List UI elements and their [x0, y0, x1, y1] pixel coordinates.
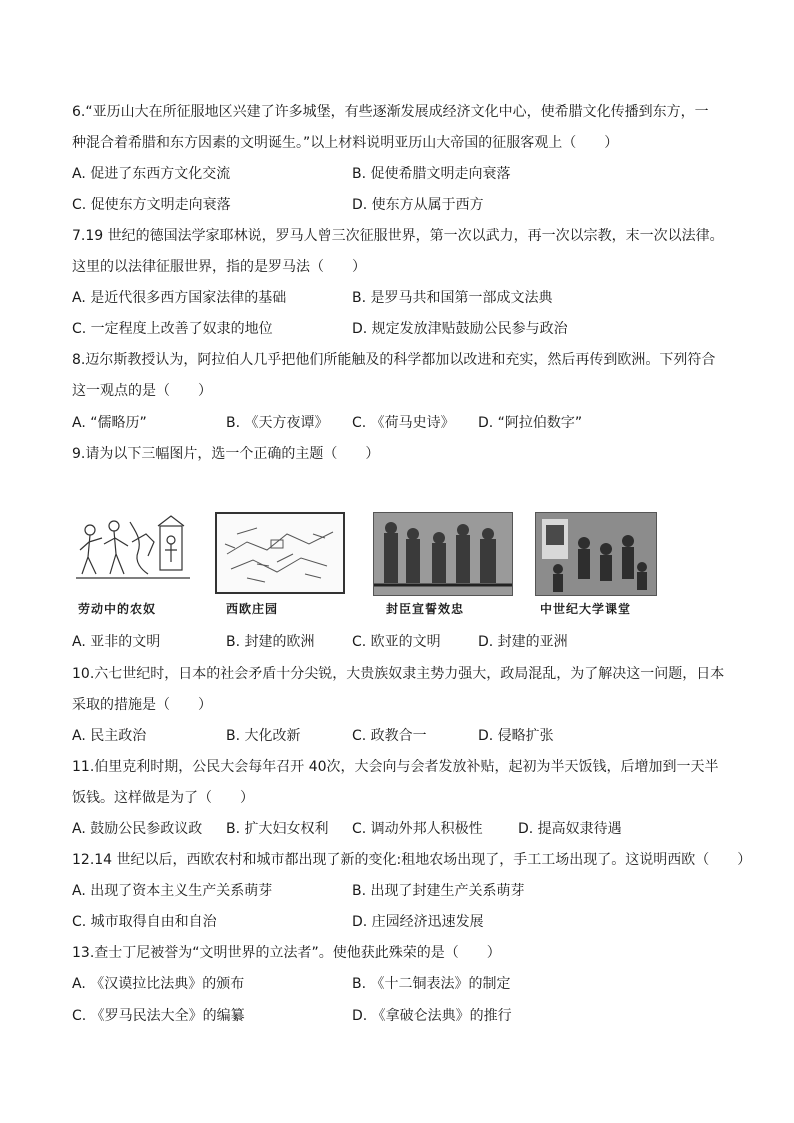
question-8-stem-line-2: 这一观点的是（ ）	[72, 383, 212, 399]
question-8-stem-line-1: 8.迈尔斯教授认为，阿拉伯人几乎把他们所能触及的科学都加以改进和充实，然后再传到欧洲。下列符合	[72, 352, 716, 368]
caption-serfs: 劳动中的农奴	[78, 602, 157, 616]
question-9-stem: 9.请为以下三幅图片，选一个正确的主题（ ）	[72, 446, 380, 462]
question-11-option-d: D. 提高奴隶待遇	[518, 821, 622, 837]
question-7-option-a: A. 是近代很多西方国家法律的基础	[72, 290, 287, 306]
question-8-option-b: B. 《天方夜谭》	[226, 415, 329, 431]
question-8-option-d: D. “阿拉伯数字”	[478, 415, 583, 431]
question-11-option-c: C. 调动外邦人积极性	[352, 821, 483, 837]
question-7-option-b: B. 是罗马共和国第一部成文法典	[352, 290, 553, 306]
question-10-option-a: A. 民主政治	[72, 728, 147, 744]
question-6-stem-line-1: 6.“亚历山大在所征服地区兴建了许多城堡，有些逐渐发展成经济文化中心，使希腊文化传播到东方，一	[72, 104, 709, 120]
question-6-option-d: D. 使东方从属于西方	[352, 197, 484, 213]
question-13-option-c: C. 《罗马民法大全》的编纂	[72, 1008, 245, 1024]
vassal-oath-illustration	[373, 512, 513, 596]
question-13-option-d: D. 《拿破仑法典》的推行	[352, 1008, 512, 1024]
question-12-stem: 12.14 世纪以后，西欧农村和城市都出现了新的变化:租地农场出现了，手工工场出现了。这说明西欧（ ）	[72, 852, 752, 868]
caption-university: 中世纪大学课堂	[540, 602, 632, 616]
question-6-option-a: A. 促进了东西方文化交流	[72, 166, 231, 182]
question-12-option-c: C. 城市取得自由和自治	[72, 914, 217, 930]
question-10-option-d: D. 侵略扩张	[478, 728, 554, 744]
question-11-stem-line-2: 饭钱。这样做是为了（ ）	[72, 790, 254, 806]
question-13-option-b: B. 《十二铜表法》的制定	[352, 976, 511, 992]
question-9-option-a: A. 亚非的文明	[72, 634, 161, 650]
question-12-option-d: D. 庄园经济迅速发展	[352, 914, 484, 930]
question-10-stem-line-1: 10.六七世纪时，日本的社会矛盾十分尖锐，大贵族奴隶主势力强大，政局混乱，为了解决这一问题，日本	[72, 666, 725, 682]
university-classroom-illustration	[535, 512, 657, 596]
manor-map-illustration	[215, 512, 345, 594]
question-7-stem-line-1: 7.19 世纪的德国法学家耶林说，罗马人曾三次征服世界，第一次以武力，再一次以宗教，末一次以法律。	[72, 228, 724, 244]
caption-manor: 西欧庄园	[226, 602, 279, 616]
question-10-option-c: C. 政教合一	[352, 728, 427, 744]
question-11-option-b: B. 扩大妇女权利	[226, 821, 329, 837]
question-7-option-c: C. 一定程度上改善了奴隶的地位	[72, 321, 273, 337]
question-9-option-d: D. 封建的亚洲	[478, 634, 568, 650]
question-6-option-c: C. 促使东方文明走向衰落	[72, 197, 231, 213]
question-13-option-a: A. 《汉谟拉比法典》的颁布	[72, 976, 245, 992]
serfs-illustration	[72, 512, 194, 592]
question-6-stem-line-2: 种混合着希腊和东方因素的文明诞生。”以上材料说明亚历山大帝国的征服客观上（ ）	[72, 135, 619, 151]
question-8-option-c: C. 《荷马史诗》	[352, 415, 455, 431]
question-7-option-d: D. 规定发放津贴鼓励公民参与政治	[352, 321, 568, 337]
question-13-stem: 13.查士丁尼被誉为“文明世界的立法者”。使他获此殊荣的是（ ）	[72, 945, 501, 961]
caption-vassal-oath: 封臣宣誓效忠	[386, 602, 465, 616]
question-8-option-a: A. “儒略历”	[72, 415, 147, 431]
question-12-option-b: B. 出现了封建生产关系萌芽	[352, 883, 525, 899]
question-6-option-b: B. 促使希腊文明走向衰落	[352, 166, 511, 182]
question-11-option-a: A. 鼓励公民参政议政	[72, 821, 203, 837]
question-9-option-b: B. 封建的欧洲	[226, 634, 315, 650]
question-11-stem-line-1: 11.伯里克利时期，公民大会每年召开 40次，大会向与会者发放补贴，起初为半天饭钱，后增加到一天半	[72, 759, 719, 775]
question-10-option-b: B. 大化改新	[226, 728, 301, 744]
question-7-stem-line-2: 这里的以法律征服世界，指的是罗马法（ ）	[72, 259, 366, 275]
question-10-stem-line-2: 采取的措施是（ ）	[72, 697, 212, 713]
question-9-option-c: C. 欧亚的文明	[352, 634, 441, 650]
question-12-option-a: A. 出现了资本主义生产关系萌芽	[72, 883, 273, 899]
